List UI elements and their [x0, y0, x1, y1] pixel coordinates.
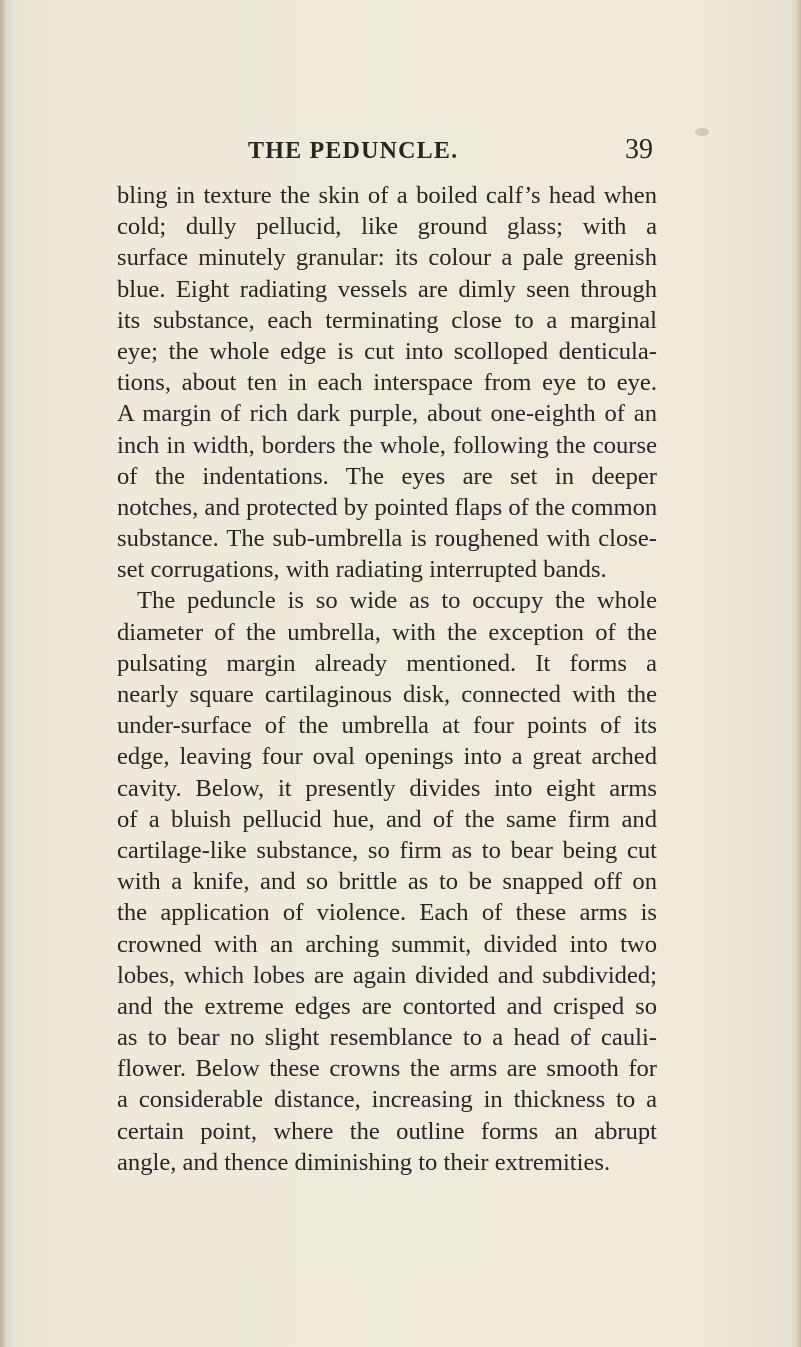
text-line: flower. Below these crowns the arms are smooth for: [117, 1055, 657, 1083]
page-edge-shadow: [796, 0, 801, 1347]
text-line: certain point, where the outline forms an abrupt: [117, 1117, 657, 1145]
text-line: under-surface of the umbrella at four points of its: [117, 712, 657, 740]
text-line: cartilage-like substance, so firm as to bear being cut: [117, 836, 657, 864]
text-line: lobes, which lobes are again divided and subdivided;: [117, 961, 657, 989]
text-line: of the indentations. The eyes are set in deeper: [117, 462, 657, 490]
text-line: A margin of rich dark purple, about one-eighth of an: [117, 400, 657, 428]
text-line: eye; the whole edge is cut into scolloped denticula-: [117, 337, 657, 365]
page-number: 39: [625, 134, 653, 165]
text-line: with a knife, and so brittle as to be snapped off on: [117, 868, 657, 896]
text-line: edge, leaving four oval openings into a great arched: [117, 743, 657, 771]
page-gutter-shadow: [0, 0, 6, 1347]
text-line: angle, and thence diminishing to their extremities.: [117, 1148, 611, 1176]
text-line: diameter of the umbrella, with the exception of the: [117, 618, 657, 646]
text-line: substance. The sub-umbrella is roughened with close-: [117, 525, 657, 553]
page-header: [120, 134, 653, 168]
text-line: its substance, each terminating close to a marginal: [117, 306, 657, 334]
body-text: [117, 180, 657, 1178]
text-line: inch in width, borders the whole, following the course: [117, 431, 657, 459]
text-line: surface minutely granular: its colour a pale greenish: [117, 244, 657, 272]
ink-smudge: [695, 128, 709, 136]
text-line: nearly square cartilaginous disk, connected with the: [117, 681, 657, 708]
text-line: notches, and protected by pointed flaps of the common: [117, 493, 658, 521]
text-line: bling in texture the skin of a boiled calf’s head when: [117, 182, 657, 209]
text-line: blue. Eight radiating vessels are dimly seen through: [117, 275, 657, 303]
text-line: a considerable distance, increasing in thickness to a: [117, 1086, 657, 1114]
text-line: crowned with an arching summit, divided into two: [117, 930, 657, 958]
text-line: cavity. Below, it presently divides into eight arms: [117, 774, 657, 802]
paragraph-start-line: The peduncle is so wide as to occupy the whole: [137, 587, 657, 615]
text-line: tions, about ten in each interspace from eye to eye.: [117, 369, 657, 397]
text-line: as to bear no slight resemblance to a head of cauli-: [117, 1024, 657, 1052]
text-line: cold; dully pellucid, like ground glass; with a: [117, 213, 657, 241]
running-head: THE PEDUNCLE.: [248, 138, 459, 164]
text-line: the application of violence. Each of these arms is: [117, 899, 657, 927]
text-line: pulsating margin already mentioned. It forms a: [117, 649, 657, 677]
text-line: of a bluish pellucid hue, and of the same firm and: [117, 805, 657, 833]
text-line: set corrugations, with radiating interrupted bands.: [117, 556, 607, 584]
text-line: and the extreme edges are contorted and crisped so: [117, 992, 657, 1020]
